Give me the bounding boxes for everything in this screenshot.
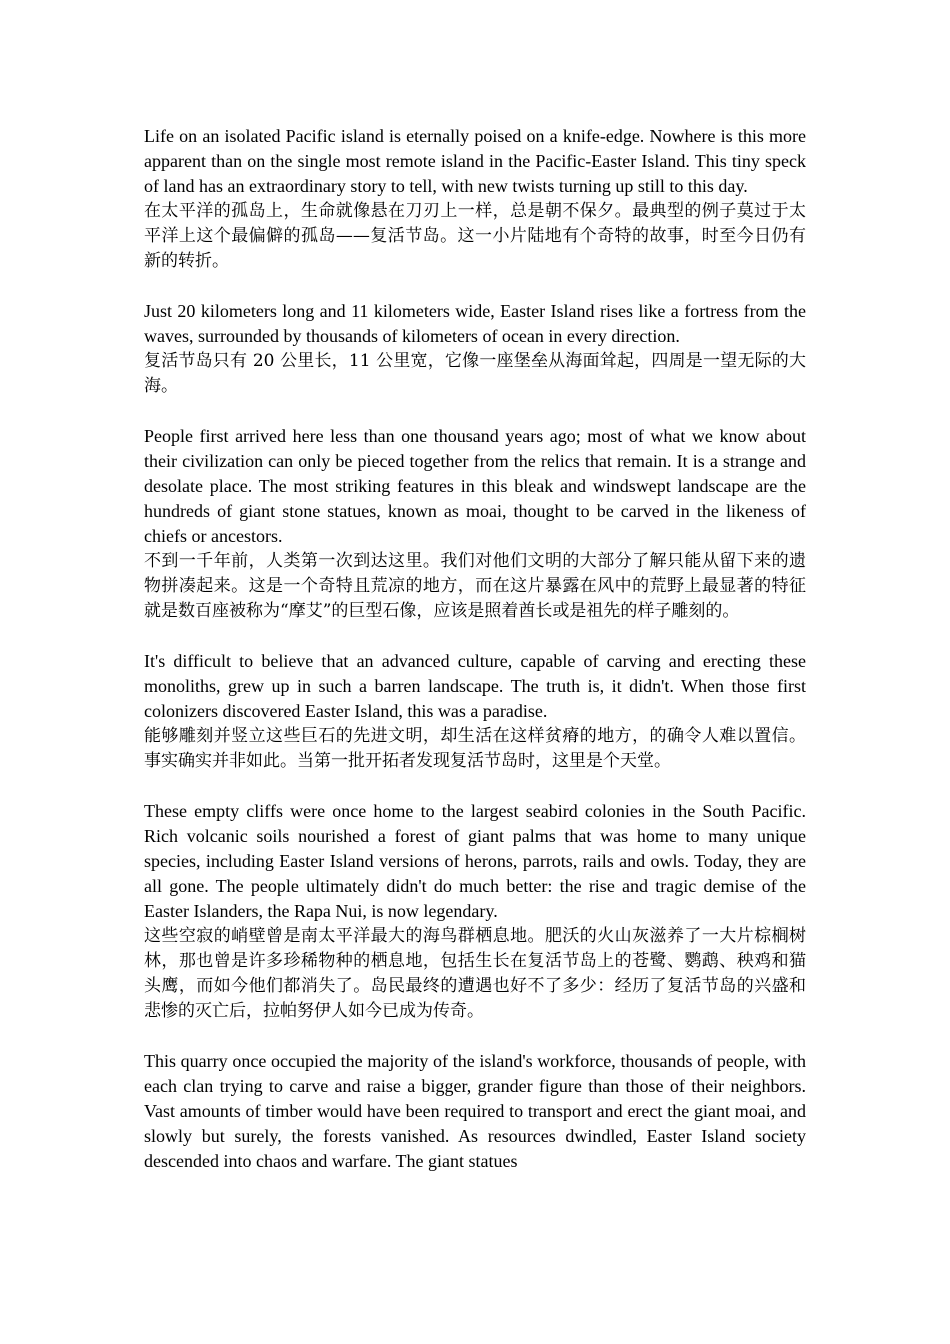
- english-paragraph: People first arrived here less than one thousand years ago; most of what we know about their civilization can only be pieced together from the relics that remain. It is a strange and desolate place. The most striking features in this bleak and windswept landscape are the hundreds of giant stone statues, known as moai, thought to be carved in the likeness of chiefs or ancestors.: [144, 426, 806, 546]
- english-paragraph: Just 20 kilometers long and 11 kilometers wide, Easter Island rises like a fortress from the waves, surrounded by thousands of kilometers of ocean in every direction.: [144, 301, 806, 346]
- english-paragraph: It's difficult to believe that an advanced culture, capable of carving and erecting these monoliths, grew up in such a barren landscape. The truth is, it didn't. When those first colonizers discovered Easter Island, this was a paradise.: [144, 651, 806, 721]
- paragraph-block-5: [144, 799, 806, 1024]
- english-paragraph: This quarry once occupied the majority of the island's workforce, thousands of people, with each clan trying to carve and raise a bigger, grander figure than those of their neighbors. Vast amounts of timber would have been required to transport and erect the giant moai, and slowly but surely, the forests vanished. As resources dwindled, Easter Island society descended into chaos and warfare. The giant statues: [144, 1051, 806, 1171]
- chinese-paragraph: 能够雕刻并竖立这些巨石的先进文明，却生活在这样贫瘠的地方，的确令人难以置信。事实确实并非如此。当第一批开拓者发现复活节岛时，这里是个天堂。: [144, 726, 806, 771]
- paragraph-block-3: [144, 424, 806, 624]
- paragraph-block-4: [144, 649, 806, 774]
- document-page: [144, 124, 806, 1199]
- paragraph-block-1: [144, 124, 806, 274]
- english-paragraph: These empty cliffs were once home to the largest seabird colonies in the South Pacific. Rich volcanic soils nourished a forest of giant palms that was home to many unique species, including Easter Island versions of herons, parrots, rails and owls. Today, they are all gone. The people ultimately didn't do much better: the rise and tragic demise of the Easter Islanders, the Rapa Nui, is now legendary.: [144, 801, 806, 921]
- paragraph-block-6: [144, 1049, 806, 1174]
- chinese-paragraph: 在太平洋的孤岛上，生命就像悬在刀刃上一样，总是朝不保夕。最典型的例子莫过于太平洋上这个最偏僻的孤岛——复活节岛。这一小片陆地有个奇特的故事，时至今日仍有新的转折。: [144, 201, 806, 271]
- chinese-paragraph: 不到一千年前，人类第一次到达这里。我们对他们文明的大部分了解只能从留下来的遗物拼凑起来。这是一个奇特且荒凉的地方，而在这片暴露在风中的荒野上最显著的特征就是数百座被称为“摩艾”的巨型石像，应该是照着酋长或是祖先的样子雕刻的。: [144, 551, 806, 621]
- chinese-paragraph: 这些空寂的峭壁曾是南太平洋最大的海鸟群栖息地。肥沃的火山灰滋养了一大片棕榈树林，那也曾是许多珍稀物种的栖息地，包括生长在复活节岛上的苍鹭、鹦鹉、秧鸡和猫头鹰，而如今他们都消失了。岛民最终的遭遇也好不了多少：经历了复活节岛的兴盛和悲惨的灭亡后，拉帕努伊人如今已成为传奇。: [144, 926, 806, 1021]
- chinese-paragraph: 复活节岛只有 20 公里长，11 公里宽，它像一座堡垒从海面耸起，四周是一望无际的大海。: [144, 351, 806, 396]
- english-paragraph: Life on an isolated Pacific island is eternally poised on a knife-edge. Nowhere is this more apparent than on the single most remote island in the Pacific-Easter Island. This tiny speck of land has an extraordinary story to tell, with new twists turning up still to this day.: [144, 126, 806, 196]
- paragraph-block-2: [144, 299, 806, 399]
